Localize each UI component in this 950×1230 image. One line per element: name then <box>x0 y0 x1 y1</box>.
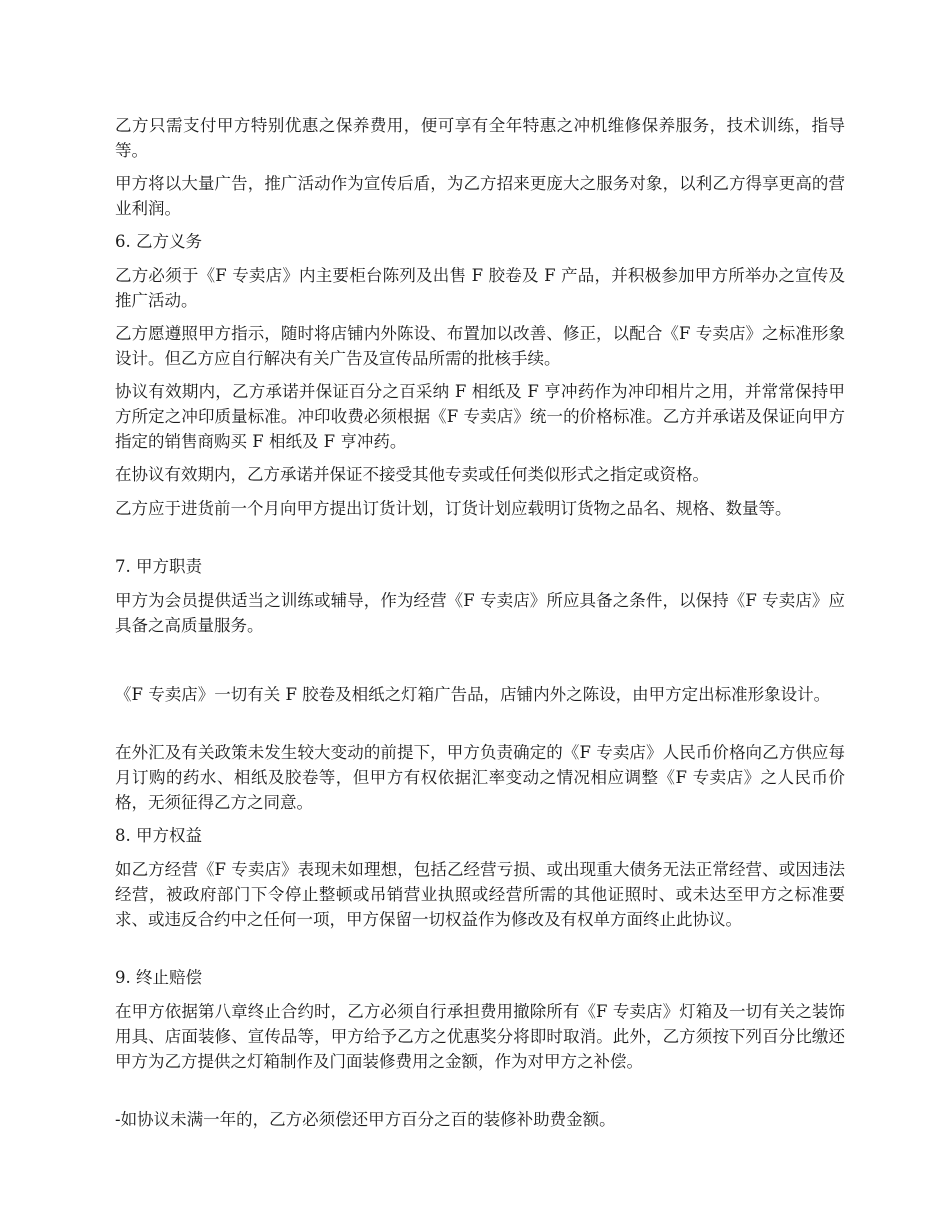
paragraph: 乙方必须于《F 专卖店》内主要柜台陈列及出售 F 胶卷及 F 产品，并积极参加甲方所举办之宣传及推广活动。 <box>115 266 845 310</box>
paragraph: 乙方愿遵照甲方指示，随时将店铺内外陈设、布置加以改善、修正，以配合《F 专卖店》之标准形象设计。但乙方应自行解决有关广告及宣传品所需的批核手续。 <box>115 324 845 368</box>
section-heading: 9. 终止赔偿 <box>115 968 202 987</box>
paragraph: 甲方将以大量广告，推广活动作为宣传后盾，为乙方招来更庞大之服务对象，以利乙方得享更高的营业利润。 <box>115 174 845 218</box>
paragraph: 协议有效期内，乙方承诺并保证百分之百采纳 F 相纸及 F 亨冲药作为冲印相片之用，并常常保持甲方所定之冲印质量标准。冲印收费必须根据《F 专卖店》统一的价格标准。乙方并承诺及保证向甲方指定的销售商购买 F 相纸及 F 亨冲药。 <box>115 382 845 451</box>
paragraph: 甲方为会员提供适当之训练或辅导，作为经营《F 专卖店》所应具备之条件，以保持《F 专卖店》应具备之高质量服务。 <box>115 591 845 635</box>
paragraph: -如协议未满一年的，乙方必须偿还甲方百分之百的装修补助费金额。 <box>115 1110 616 1129</box>
paragraph: 在外汇及有关政策未发生较大变动的前提下，甲方负责确定的《F 专卖店》人民币价格向乙方供应每月订购的药水、相纸及胶卷等，但甲方有权依据汇率变动之情况相应调整《F 专卖店》之人民币价格，无须征得乙方之同意。 <box>115 743 845 812</box>
paragraph: 《F 专卖店》一切有关 F 胶卷及相纸之灯箱广告品，店铺内外之陈设，由甲方定出标准形象设计。 <box>115 685 831 704</box>
paragraph: 如乙方经营《F 专卖店》表现未如理想，包括乙经营亏损、或出现重大债务无法正常经营、或因违法经营，被政府部门下令停止整顿或吊销营业执照或经营所需的其他证照时、或未达至甲方之标准要求、或违反合约中之任何一项，甲方保留一切权益作为修改及有权单方面终止此协议。 <box>115 860 845 929</box>
section-heading: 8. 甲方权益 <box>115 826 202 845</box>
paragraph: 在协议有效期内，乙方承诺并保证不接受其他专卖或任何类似形式之指定或资格。 <box>115 465 709 484</box>
paragraph: 乙方应于进货前一个月向甲方提出订货计划，订货计划应载明订货物之品名、规格、数量等。 <box>115 499 792 518</box>
paragraph: 在甲方依据第八章终止合约时，乙方必须自行承担费用撤除所有《F 专卖店》灯箱及一切有关之装饰用具、店面装修、宣传品等，甲方给予乙方之优惠奖分将即时取消。此外，乙方须按下列百分比缴还甲方为乙方提供之灯箱制作及门面装修费用之金额，作为对甲方之补偿。 <box>115 1002 845 1071</box>
section-heading: 6. 乙方义务 <box>115 232 202 251</box>
paragraph: 乙方只需支付甲方特别优惠之保养费用，便可享有全年特惠之冲机维修保养服务，技术训练，指导等。 <box>115 116 845 160</box>
section-heading: 7. 甲方职责 <box>115 557 202 576</box>
